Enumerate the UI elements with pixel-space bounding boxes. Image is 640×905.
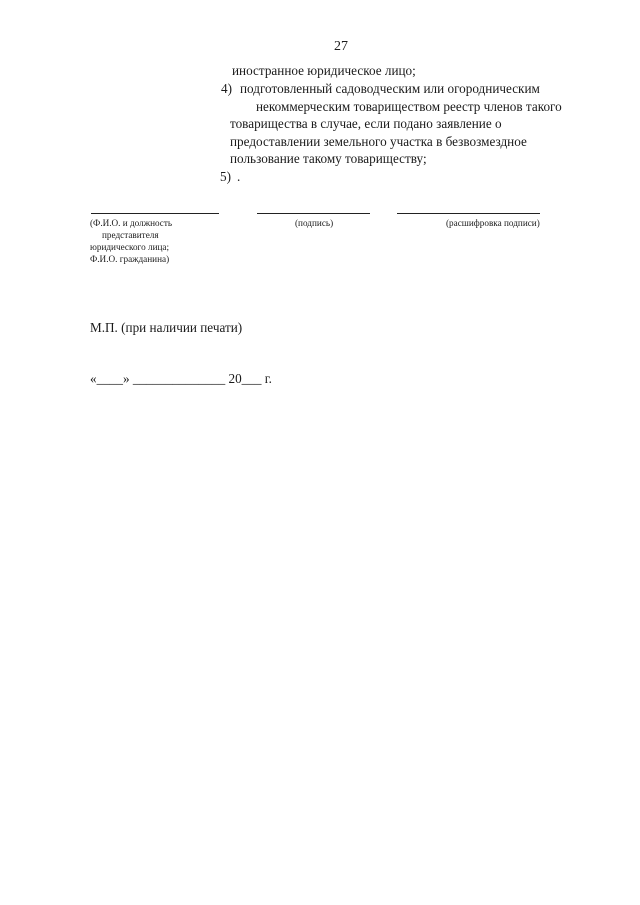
caption-signature-transcript: (расшифровка подписи) — [446, 218, 540, 228]
signature-line-transcript — [397, 213, 540, 214]
list-item-4-line-4: предоставлении земельного участка в безвозмездное — [230, 134, 527, 149]
caption-name-line-2: представителя — [102, 230, 159, 240]
signature-line-name — [91, 213, 219, 214]
signature-line-signature — [257, 213, 370, 214]
date-line: «____» ______________ 20___ г. — [90, 371, 272, 386]
list-item-5-text: . — [237, 169, 241, 184]
list-item-4-line-3: товарищества в случае, если подано заявление о — [230, 116, 502, 131]
caption-name-line-3: юридического лица; — [90, 242, 170, 252]
list-item-4-line-2: некоммерческим товариществом реестр членов такого — [256, 99, 562, 114]
list-continuation-line: иностранное юридическое лицо; — [232, 63, 416, 78]
list-item-4-marker: 4) — [221, 81, 232, 96]
list-item-4-line-5: пользование такому товариществу; — [230, 151, 427, 166]
list-item-4-line-1: подготовленный садоводческим или огородническим — [240, 81, 540, 96]
caption-name-line-4: Ф.И.О. гражданина) — [90, 254, 170, 264]
caption-name-line-1: (Ф.И.О. и должность — [90, 218, 173, 228]
page-number: 27 — [334, 39, 348, 54]
list-item-5-marker: 5) — [220, 169, 231, 184]
caption-signature: (подпись) — [295, 218, 334, 228]
stamp-note: М.П. (при наличии печати) — [90, 320, 243, 335]
